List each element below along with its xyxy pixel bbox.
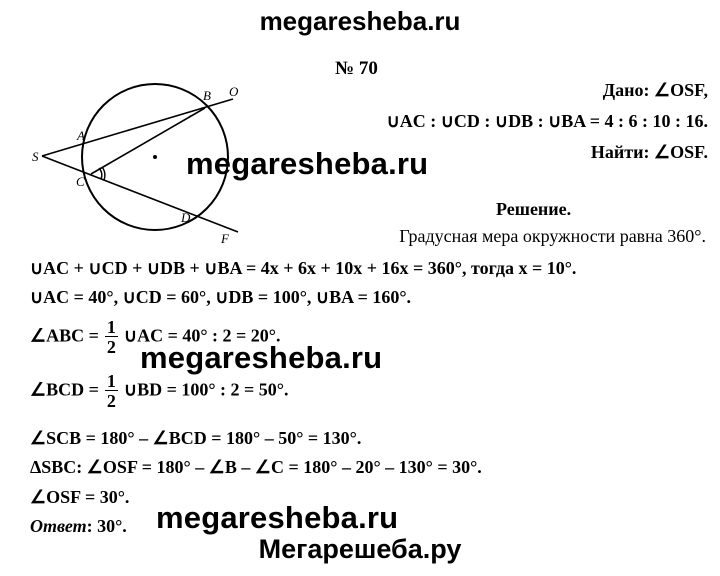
answer-value: : 30°. bbox=[86, 516, 127, 536]
given-line-1: Дано: ∠OSF, bbox=[602, 80, 708, 100]
solution-heading: Решение. bbox=[496, 199, 572, 219]
label-a: A bbox=[77, 128, 85, 143]
fraction-one-half: $\frac{1}{2}$ bbox=[106, 371, 116, 411]
watermark: megaresheba.ru bbox=[186, 146, 429, 181]
solution-line-4 bbox=[30, 372, 289, 411]
solution-line-2: ∪AC = 40°, ∪CD = 60°, ∪DB = 100°, ∪BA = 160°. bbox=[30, 287, 412, 307]
solution-line-6: ΔSBC: ∠OSF = 180° – ∠B – ∠C = 180° – 20° – 130° = 30°. bbox=[30, 457, 482, 477]
line3-rhs: ∪AC = 40° : 2 = 20°. bbox=[123, 325, 281, 346]
site-header: megaresheba.ru bbox=[259, 6, 461, 36]
site-footer: Мегарешеба.ру bbox=[258, 534, 462, 564]
answer-line bbox=[30, 516, 127, 537]
solution-line-1: ∪AC + ∪CD + ∪DB + ∪BA = 4x + 6x + 10x + 16x = 360°, тогда x = 10°. bbox=[30, 258, 577, 278]
solution-intro: Градусная мера окружности равна 360°. bbox=[399, 226, 706, 246]
given-line-2: ∪AC : ∪CD : ∪DB : ∪BA = 4 : 6 : 10 : 16. bbox=[386, 111, 708, 131]
line3-lhs: ∠ABC = bbox=[30, 325, 99, 346]
label-f: F bbox=[221, 231, 229, 246]
answer-label: Ответ bbox=[30, 516, 87, 536]
task-number: № 70 bbox=[335, 58, 378, 79]
watermark: megaresheba.ru bbox=[156, 500, 399, 535]
label-c: C bbox=[76, 174, 85, 189]
solution-line-7: ∠OSF = 30°. bbox=[30, 487, 130, 507]
line4-rhs: ∪BD = 100° : 2 = 50°. bbox=[123, 379, 289, 400]
solution-line-5: ∠SCB = 180° – ∠BCD = 180° – 50° = 130°. bbox=[30, 428, 362, 448]
watermark: megaresheba.ru bbox=[140, 340, 383, 375]
fraction-one-half: $\frac{1}{2}$ bbox=[106, 317, 116, 357]
label-b: B bbox=[203, 88, 211, 103]
label-d: D bbox=[181, 210, 191, 225]
given-line-3: Найти: ∠OSF. bbox=[590, 142, 708, 162]
line4-lhs: ∠BCD = bbox=[30, 379, 99, 400]
label-s: S bbox=[32, 149, 39, 164]
center-point bbox=[153, 155, 157, 159]
label-o: O bbox=[229, 84, 239, 99]
